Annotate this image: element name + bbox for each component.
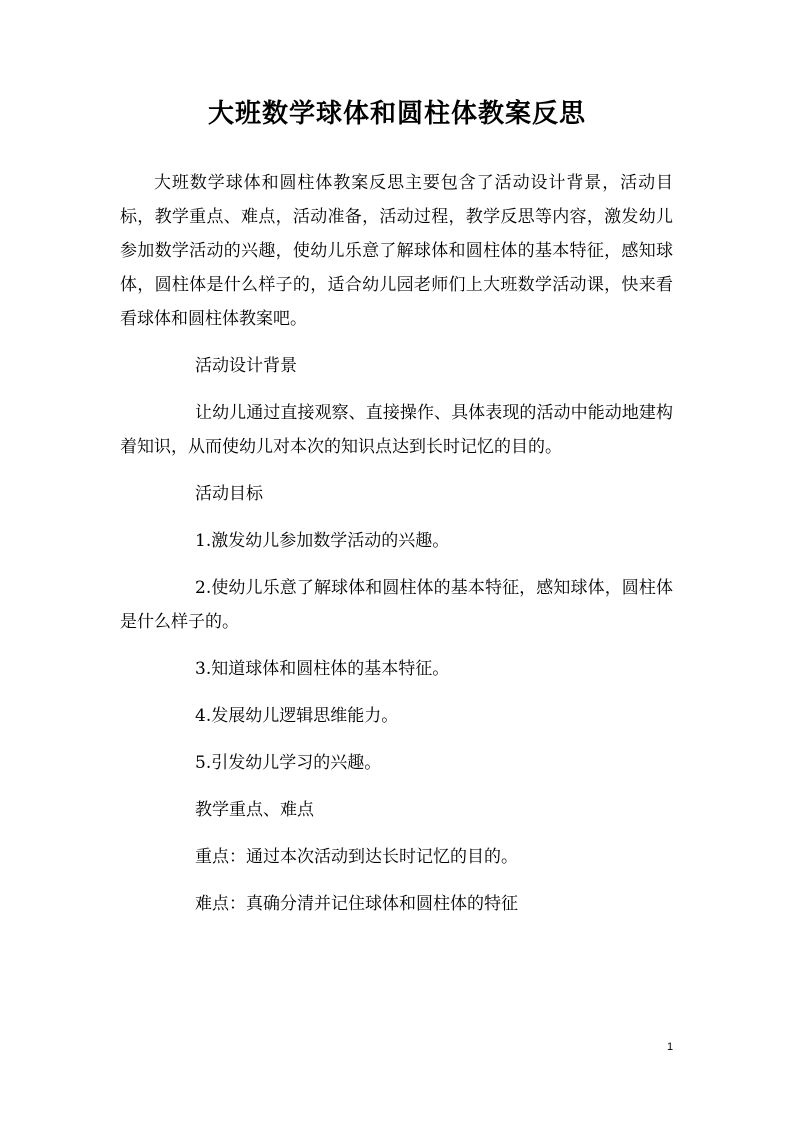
document-title: 大班数学球体和圆柱体教案反思 (207, 99, 586, 129)
intro-paragraph: 大班数学球体和圆柱体教案反思主要包含了活动设计背景，活动目标，教学重点、难点，活动准备，活动过程，教学反思等内容，激发幼儿参加数学活动的兴趣，使幼儿乐意了解球体和圆柱体的基本特征，感知球体，圆柱体是什么样子的，适合幼儿园老师们上大班数学活动课，快来看看球体和圆柱体教案吧。 (120, 173, 673, 329)
goal-item-5: 5.引发幼儿学习的兴趣。 (195, 753, 382, 773)
section-heading-background: 活动设计背景 (195, 356, 297, 376)
goal-item-2: 2.使幼儿乐意了解球体和圆柱体的基本特征，感知球体，圆柱体是什么样子的。 (120, 578, 673, 632)
section-heading-goals: 活动目标 (195, 484, 263, 504)
goal-item-1: 1.激发幼儿参加数学活动的兴趣。 (195, 531, 450, 551)
key-point-paragraph: 重点：通过本次活动到达长时记忆的目的。 (195, 847, 518, 867)
difficulty-paragraph: 难点：真确分清并记住球体和圆柱体的特征 (195, 894, 518, 914)
section-heading-keypoints: 教学重点、难点 (195, 800, 314, 820)
document-body (120, 166, 673, 934)
goal-item-3: 3.知道球体和圆柱体的基本特征。 (195, 659, 450, 679)
background-paragraph: 让幼儿通过直接观察、直接操作、具体表现的活动中能动地建构着知识，从而使幼儿对本次的知识点达到长时记忆的目的。 (120, 403, 673, 457)
page-number: 1 (666, 1041, 674, 1053)
goal-item-4: 4.发展幼儿逻辑思维能力。 (195, 706, 399, 726)
